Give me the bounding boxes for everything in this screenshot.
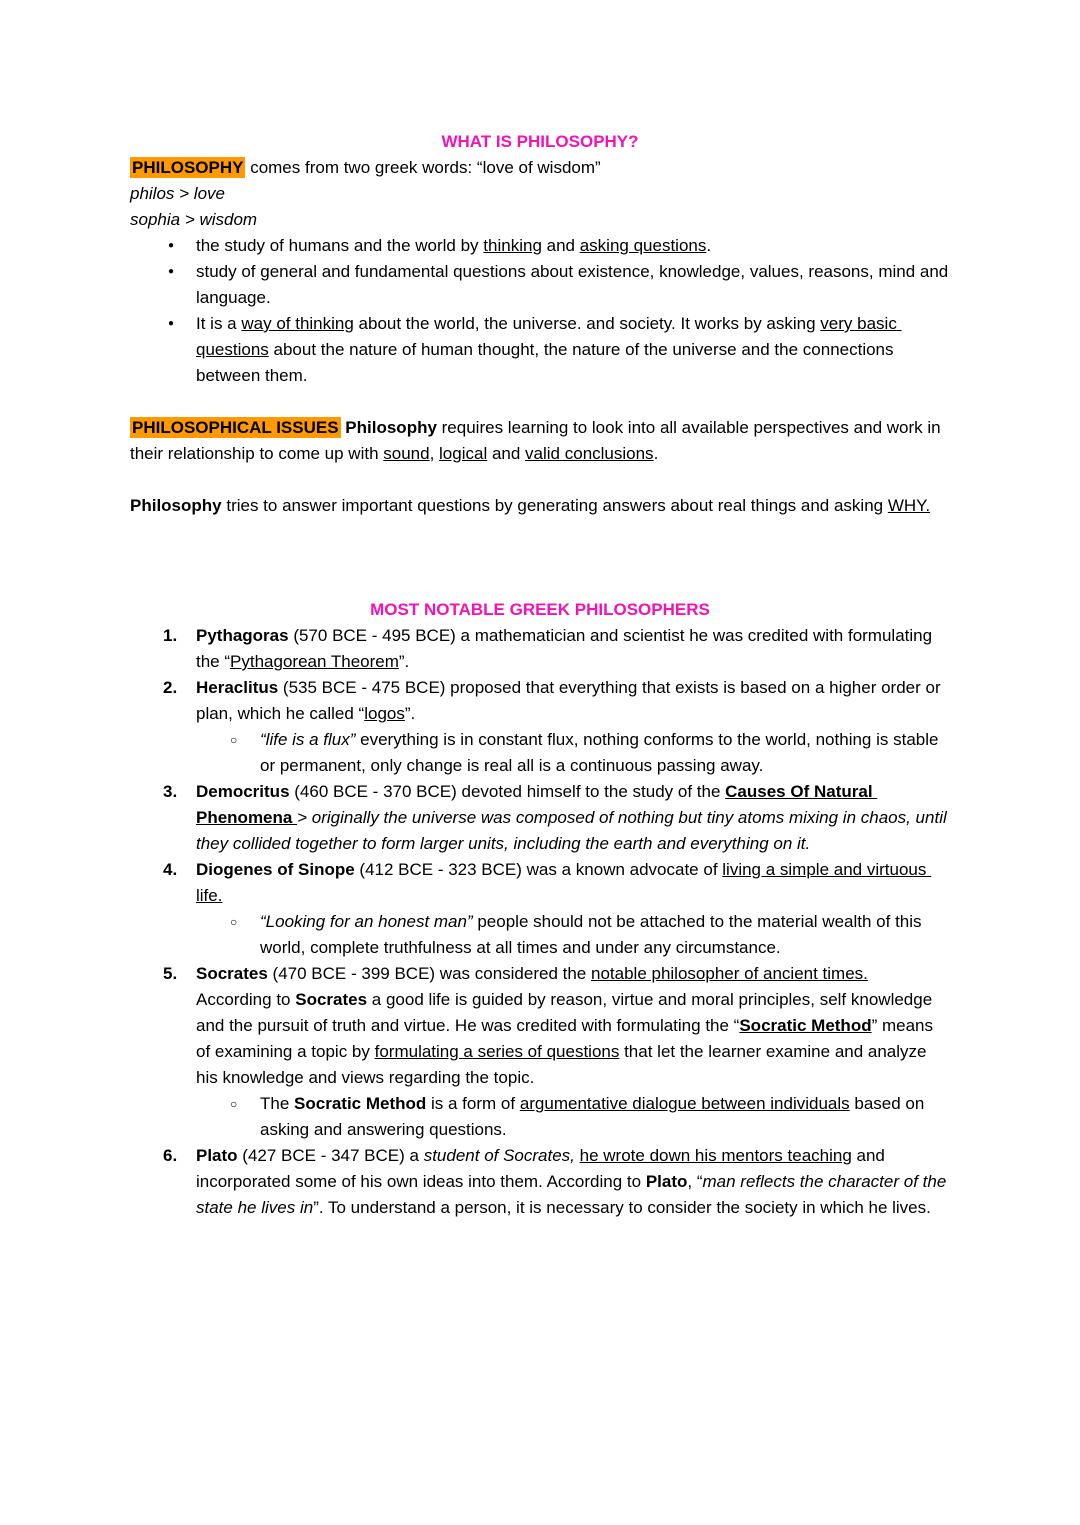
doc-block-para — [130, 493, 950, 519]
text-run: (412 BCE - 323 BCE) was a known advocate of — [354, 860, 723, 879]
text-run: (460 BCE - 370 BCE) devoted himself to the study of the — [289, 782, 726, 801]
text-run: Philosophy — [130, 496, 222, 515]
text-run: comes from two greek words: “love of wisdom” — [245, 158, 601, 177]
text-run: , — [429, 444, 440, 463]
text-run: about the world, the universe. and society. It works by asking — [353, 314, 821, 333]
doc-block-bullet — [130, 233, 950, 259]
text-run: sound — [383, 444, 430, 463]
text-run: ”. — [398, 652, 410, 671]
list-number: 5. — [163, 964, 178, 983]
text-run: WHY. — [887, 496, 931, 515]
text-run: very basic questions — [196, 314, 902, 359]
doc-block-num — [130, 779, 950, 857]
text-run: and — [541, 236, 580, 255]
text-run: thinking — [483, 236, 542, 255]
text-run: people should not be attached to the material wealth of this world, complete truthfulness at all times and under any circumstance. — [260, 912, 927, 957]
document-content — [130, 129, 954, 1221]
text-run: the study of humans and the world by — [196, 236, 484, 255]
bullet-icon: ● — [168, 266, 175, 277]
doc-block-num — [130, 675, 950, 727]
sub-bullet-icon: ○ — [230, 733, 238, 747]
doc-block-spacer — [130, 519, 950, 545]
list-number: 4. — [163, 860, 178, 879]
sub-bullet-icon: ○ — [230, 1097, 238, 1111]
doc-block-spacer — [130, 545, 950, 571]
doc-block-num — [130, 623, 950, 675]
text-run: The — [260, 1094, 295, 1113]
bullet-icon: ● — [168, 318, 175, 329]
doc-block-para — [130, 415, 950, 467]
text-run: Democritus — [196, 782, 290, 801]
text-run: ”. To understand a person, it is necessary to consider the society in which he lives. — [313, 1198, 931, 1217]
doc-block-bullet2 — [130, 909, 950, 961]
text-run: . — [706, 236, 712, 255]
text-run: Pythagoras — [196, 626, 289, 645]
text-run: tries to answer important questions by generating answers about real things and asking — [221, 496, 888, 515]
text-run: (470 BCE - 399 BCE) was considered the — [267, 964, 591, 983]
text-run: Socrates — [295, 990, 368, 1009]
sub-bullet-icon: ○ — [230, 915, 238, 929]
text-run: student of Socrates, — [423, 1146, 575, 1165]
text-run: “Looking for an honest man” — [260, 912, 473, 931]
text-run: (427 BCE - 347 BCE) a — [237, 1146, 424, 1165]
text-run: , “ — [687, 1172, 703, 1191]
text-run: requires learning to look into all available perspectives and work in their relationship to come up with — [130, 418, 946, 463]
text-run: living a simple and virtuous life. — [196, 860, 932, 905]
list-number: 3. — [163, 782, 178, 801]
text-run: philos > love — [130, 184, 225, 203]
text-run: that let the learner examine and analyze his knowledge and views regarding the topic. — [196, 1042, 932, 1087]
text-run: notable philosopher of ancient times. — [591, 964, 868, 983]
text-run: PHILOSOPHICAL ISSUES — [132, 418, 339, 437]
text-run: about the nature of human thought, the nature of the universe and the connections between them. — [196, 340, 899, 385]
doc-block-spacer — [130, 467, 950, 493]
text-run: way of thinking — [241, 314, 354, 333]
doc-block-bullet — [130, 311, 950, 389]
doc-block-bullet2 — [130, 727, 950, 779]
text-run: argumentative dialogue between individuals — [519, 1094, 850, 1113]
text-run: formulating a series of questions — [374, 1042, 620, 1061]
bullet-icon: ● — [168, 240, 175, 251]
text-run: everything is in constant flux, nothing conforms to the world, nothing is stable or permanent, only change is real all is a continuous passing away. — [260, 730, 944, 775]
text-run: ”. — [404, 704, 416, 723]
doc-block-num — [130, 961, 950, 1091]
text-run: PHILOSOPHY — [132, 158, 244, 177]
text-run: (570 BCE - 495 BCE) a mathematician and scientist he was credited with formulating the “ — [196, 626, 937, 671]
text-run: ” means of examining a topic by — [196, 1016, 938, 1061]
text-run: sophia > wisdom — [130, 210, 258, 229]
text-run: . — [653, 444, 659, 463]
doc-block-bullet — [130, 259, 954, 311]
list-number: 1. — [163, 626, 178, 645]
text-run: and incorporated some of his own ideas into them. According to — [196, 1146, 890, 1191]
doc-block-para — [130, 155, 950, 181]
text-run: “life is a flux” — [260, 730, 356, 749]
doc-block-bullet2 — [130, 1091, 950, 1143]
doc-block-heading — [130, 129, 950, 155]
doc-block-num — [130, 857, 950, 909]
text-run: Plato — [645, 1172, 688, 1191]
text-run: Socratic Method — [294, 1094, 427, 1113]
text-run: a good life is guided by reason, virtue and moral principles, self knowledge and the pursuit of truth and virtue. He was credited with formulating the “ — [196, 990, 937, 1035]
text-run: and — [487, 444, 526, 463]
text-run: he wrote down his mentors teaching — [579, 1146, 852, 1165]
text-run: logos — [364, 704, 405, 723]
text-run: Socrates — [196, 964, 268, 983]
text-run: (535 BCE - 475 BCE) proposed that everything that exists is based on a higher order or plan, which he called “ — [196, 678, 946, 723]
list-number: 2. — [163, 678, 178, 697]
text-run: is a form of — [426, 1094, 520, 1113]
text-run: It is a — [196, 314, 242, 333]
doc-block-para — [130, 181, 950, 207]
doc-block-heading — [130, 597, 950, 623]
list-number: 6. — [163, 1146, 178, 1165]
text-run: Heraclitus — [196, 678, 279, 697]
text-run: asking questions — [579, 236, 707, 255]
doc-block-spacer — [130, 571, 950, 597]
text-run: Socratic Method — [739, 1016, 872, 1035]
text-run: Diogenes of Sinope — [196, 860, 355, 879]
text-run: According to — [196, 964, 877, 1009]
text-run: study of general and fundamental questions about existence, knowledge, values, reasons, mind and language. — [196, 262, 954, 307]
text-run: Causes Of Natural Phenomena — [196, 782, 878, 827]
text-run: man reflects the character of the state he lives in — [196, 1172, 952, 1217]
text-run: Pythagorean Theorem — [230, 652, 399, 671]
text-run: Plato — [196, 1146, 238, 1165]
doc-block-num — [130, 1143, 950, 1221]
text-run: Philosophy — [345, 418, 437, 437]
text-run: > originally the universe was composed of nothing but tiny atoms mixing in chaos, until they collided together to form larger units, including the earth and everything on it. — [196, 808, 952, 853]
text-run: logical — [439, 444, 488, 463]
text-run: based on asking and answering questions. — [260, 1094, 930, 1139]
text-run: MOST NOTABLE GREEK PHILOSOPHERS — [370, 600, 710, 619]
doc-block-spacer — [130, 389, 950, 415]
text-run: valid conclusions — [525, 444, 654, 463]
doc-block-para — [130, 207, 950, 233]
text-run: WHAT IS PHILOSOPHY? — [441, 132, 639, 151]
